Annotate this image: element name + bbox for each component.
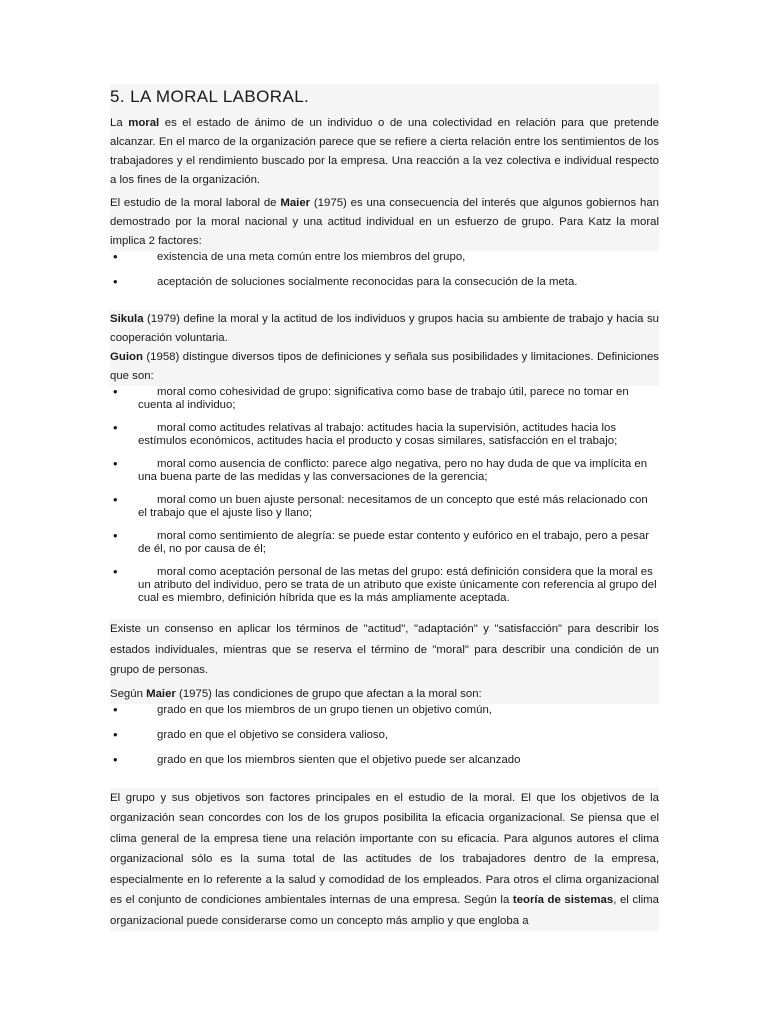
bold-term: moral [128, 117, 160, 129]
guion-definitions-list [110, 386, 659, 605]
paragraph-sikula [110, 310, 659, 348]
text-run: (1979) define la moral y la actitud de los individuos y grupos hacia su ambiente de trabajo y hacia su cooperación voluntaria. [110, 313, 659, 344]
text-run: es el estado de ánimo de un individuo o de una colectividad en relación para que pretende alcanzar. En el marco de la organización parece que se refiere a cierta relación entre los sentimientos de los trabajadores y el rendimiento buscado por la empresa. Una reacción a la vez colectiva e individual respecto a los fines de la organización. [110, 117, 660, 186]
list-item: • moral como actitudes relativas al trabajo: actitudes hacia la supervisión, actitudes hacia los estímulos económicos, actitudes hacia el producto y cosas similares, satisfacción en el trabajo; [113, 420, 618, 447]
bullet-icon: • [113, 249, 118, 264]
text-run: , el clima organizacional puede considerarse como un concepto más amplio y que engloba a [110, 894, 659, 927]
list-item: • aceptación de soluciones socialmente reconocidas para la consecución de la meta. [113, 274, 578, 289]
text-run: (1975) las condiciones de grupo que afectan a la moral son: [175, 687, 482, 700]
list-item: • moral como aceptación personal de las metas del grupo: está definición considera que la moral es un atributo del individuo, pero se trata de un atributo que existe únicamente con referencia al grupo del cual es miembro, definición híbrida que es la más ampliamente aceptada. [113, 564, 657, 604]
text-run: El estudio de la moral laboral de [110, 197, 281, 209]
bold-term: Guion [110, 351, 143, 363]
paragraph-moral-definition [110, 114, 659, 190]
bold-term: Sikula [110, 313, 144, 325]
list-item: • moral como un buen ajuste personal: necesitamos de un concepto que esté más relacionado con el trabajo que el ajuste liso y llano; [113, 492, 648, 519]
paragraph-consensus: Existe un consenso en aplicar los términos de "actitud", "adaptación" y "satisfacción" para describir los estados individuales, mientras que se reserva el término de "moral" para describir una condición de un grupo de personas. [110, 619, 659, 681]
bullet-icon: • [113, 564, 118, 579]
list-item: • grado en que los miembros de un grupo tienen un objetivo común, [113, 701, 492, 717]
bullet-icon: • [113, 726, 118, 742]
katz-factors-list [110, 251, 659, 301]
paragraph-organizational-climate [110, 788, 659, 932]
list-item: • existencia de una meta común entre los miembros del grupo, [113, 249, 466, 264]
text-run: (1975) es una consecuencia del interés que algunos gobiernos han demostrado por la moral nacional y una actitud individual en un esfuerzo de grupo. Para Katz la moral implica 2 factores: [110, 197, 660, 247]
bold-term: teoría de sistemas [512, 894, 614, 906]
text-run: La [110, 117, 129, 129]
document-content [110, 84, 659, 931]
bullet-icon: • [113, 274, 118, 289]
bullet-icon: • [113, 701, 118, 717]
section-title: 5. LA MORAL LABORAL. [110, 84, 659, 110]
list-item: • moral como sentimiento de alegría: se puede estar contento y eufórico en el trabajo, pero a pesar de él, no por causa de él; [113, 528, 649, 555]
bullet-icon: • [113, 492, 118, 507]
bold-term: Maier [280, 197, 311, 209]
paragraph-maier-conditions [110, 685, 659, 704]
text-run: (1958) distingue diversos tipos de definiciones y señala sus posibilidades y limitaciones. Definiciones que son: [110, 351, 659, 382]
group-conditions-list [110, 701, 659, 779]
list-item: • grado en que los miembros sienten que el objetivo puede ser alcanzado [113, 751, 521, 767]
list-item: • moral como ausencia de conflicto: parece algo negativa, pero no hay duda de que va implícita en una buena parte de las medidas y las conversaciones de la gerencia; [113, 456, 648, 483]
paragraph-guion [110, 348, 659, 386]
bullet-icon: • [113, 751, 118, 767]
bullet-icon: • [113, 384, 118, 399]
bullet-icon: • [113, 420, 118, 435]
paragraph-maier-study [110, 194, 659, 251]
text-run: El grupo y sus objetivos son factores principales en el estudio de la moral. El que los objetivos de la organización sean concordes con los de los grupos posibilita la eficacia organizacional. Se piensa que el clima general de la empresa tiene una relación importante con su eficacia. Para algunos autores el clima organizacional sólo es la suma total de las actitudes de los trabajadores dentro de la empresa, especialmente en lo referente a la salud y comodidad de los empleados. Para otros el clima organizacional es el conjunto de condiciones ambientales internas de una empresa. Según la [110, 791, 659, 906]
bold-term: Maier [146, 687, 176, 700]
text-run: Según [110, 687, 147, 700]
list-item: • moral como cohesividad de grupo: significativa como base de trabajo útil, parece no tomar en cuenta al individuo; [113, 384, 629, 411]
bullet-icon: • [113, 528, 118, 543]
list-item: • grado en que el objetivo se considera valioso, [113, 726, 389, 742]
bullet-icon: • [113, 456, 118, 471]
